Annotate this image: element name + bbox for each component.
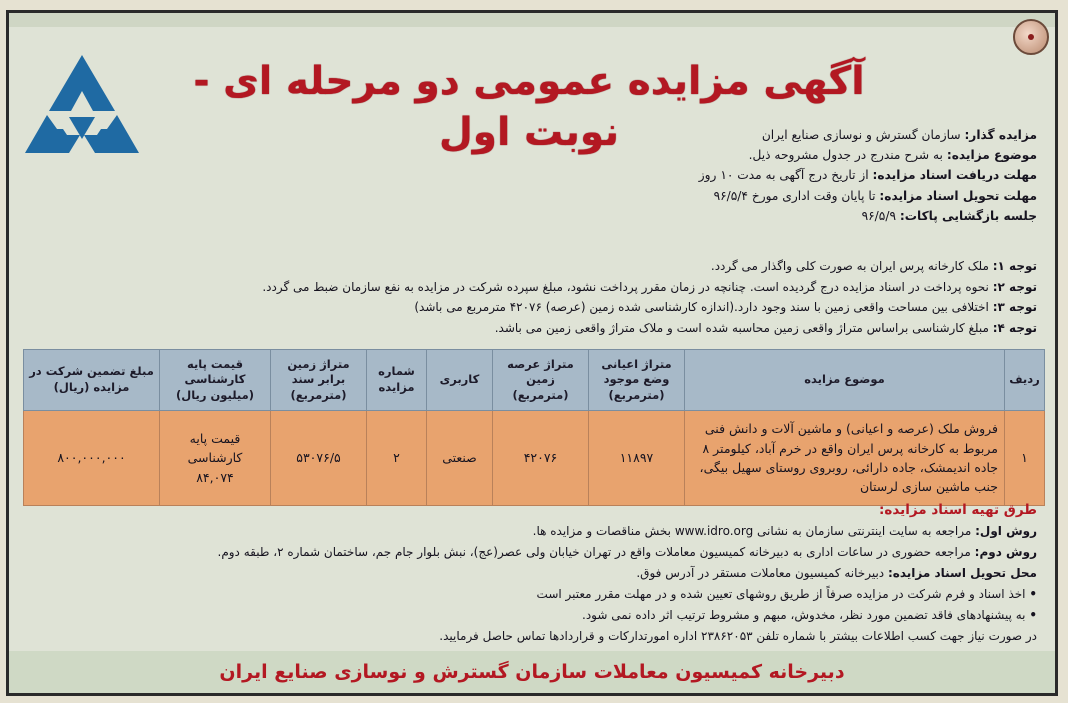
info-value: تا پایان وقت اداری مورخ ۹۶/۵/۴ bbox=[713, 188, 876, 203]
col-header-land-area: متراژ عرصه زمین (مترمربع) bbox=[493, 350, 589, 411]
pin-icon bbox=[1013, 19, 1049, 55]
notes bbox=[27, 256, 1037, 338]
auction-info bbox=[137, 125, 1037, 226]
cell-land-area: ۴۲۰۷۶ bbox=[493, 411, 589, 506]
col-header-building-area: متراژ اعیانی وضع موجود (مترمربع) bbox=[589, 350, 685, 411]
bullet-icon: • bbox=[1029, 587, 1037, 601]
contact-text: در صورت نیاز جهت کسب اطلاعات بیشتر با شماره تلفن ۲۳۸۶۲۰۵۳ اداره امورتدارکات و قراردادها تماس حاصل فرمایید. bbox=[439, 629, 1037, 643]
cell-index: ۱ bbox=[1005, 411, 1045, 506]
cell-deed-area: ۵۳۰۷۶/۵ bbox=[271, 411, 367, 506]
note-3 bbox=[27, 297, 1037, 318]
table-header-row bbox=[24, 350, 1045, 411]
col-header-usage: کاربری bbox=[427, 350, 493, 411]
bullet-2 bbox=[27, 605, 1037, 626]
info-value: از تاریخ درج آگهی به مدت ۱۰ روز bbox=[698, 168, 869, 183]
info-value: به شرح مندرج در جدول مشروحه ذیل. bbox=[748, 148, 943, 163]
col-header-index: ردیف bbox=[1005, 350, 1045, 411]
base-price-value: ۸۴,۰۷۴ bbox=[196, 469, 234, 485]
bullet-1 bbox=[27, 584, 1037, 605]
cell-usage: صنعتی bbox=[427, 411, 493, 506]
info-row-opening bbox=[137, 206, 1037, 226]
methods-heading: طرق تهیه اسناد مزایده: bbox=[879, 502, 1037, 518]
info-row-doc-delivery bbox=[137, 186, 1037, 206]
document-methods bbox=[27, 500, 1037, 647]
method-1 bbox=[27, 521, 1037, 542]
idro-logo bbox=[23, 53, 141, 159]
delivery-location bbox=[27, 563, 1037, 584]
bullet-icon: • bbox=[1029, 608, 1037, 622]
footer-signature: دبیرخانه کمیسیون معاملات سازمان گسترش و نوسازی صنایع ایران bbox=[9, 651, 1055, 693]
cell-building-area: ۱۱۸۹۷ bbox=[589, 411, 685, 506]
method-label: محل تحویل اسناد مزایده: bbox=[887, 566, 1037, 580]
info-label: جلسه بازگشایی پاکات: bbox=[899, 208, 1037, 223]
advertisement-frame bbox=[6, 10, 1058, 696]
method-label: روش اول: bbox=[975, 524, 1037, 538]
col-header-subject: موضوع مزایده bbox=[685, 350, 1005, 411]
bullet-text: به پیشنهادهای فاقد تضمین مورد نظر، مخدوش، مبهم و مشروط ترتیب اثر داده نمی شود. bbox=[582, 608, 1026, 622]
ad-title: آگهی مزایده عمومی دو مرحله ای - نوبت اول bbox=[193, 59, 865, 155]
note-text: نحوه پرداخت در اسناد مزایده درج گردیده است. چنانچه در زمان مقرر پرداخت نشود، مبلغ سپرده شرکت در مزایده به نفع سازمان ضبط می گردد. bbox=[262, 279, 989, 294]
col-header-deed-area: متراژ زمین برابر سند (مترمربع) bbox=[271, 350, 367, 411]
method-text: مراجعه به سایت اینترنتی سازمان به نشانی www.idro.org بخش مناقصات و مزایده ها. bbox=[532, 524, 972, 538]
col-header-base-price: قیمت پایه کارشناسی (میلیون ریال) bbox=[160, 350, 271, 411]
cell-subject: فروش ملک (عرصه و اعیانی) و ماشین آلات و دانش فنی مربوط به کارخانه پرس ایران واقع در خرم آباد، کیلومتر ۸ جاده اندیمشک، جاده دارائی، روبروی روستای سهیل بیگی، جنب ماشین سازی لرستان bbox=[685, 411, 1005, 506]
info-row-subject bbox=[137, 145, 1037, 165]
cell-auction-no: ۲ bbox=[367, 411, 427, 506]
base-price-label: قیمت پایه کارشناسی bbox=[187, 430, 243, 466]
note-label: توجه ۲: bbox=[992, 279, 1037, 294]
info-row-doc-receipt bbox=[137, 165, 1037, 185]
col-header-guarantee: مبلغ تضمین شرکت در مزایده (ریال) bbox=[24, 350, 160, 411]
note-text: ملک کارخانه پرس ایران به صورت کلی واگذار می گردد. bbox=[710, 259, 989, 273]
info-label: مهلت تحویل اسناد مزایده: bbox=[879, 188, 1037, 203]
info-value: ۹۶/۵/۹ bbox=[861, 208, 896, 223]
cell-guarantee: ۸۰۰,۰۰۰,۰۰۰ bbox=[24, 411, 160, 506]
method-2 bbox=[27, 542, 1037, 563]
note-1 bbox=[27, 256, 1037, 277]
note-text: اختلافی بین مساحت واقعی زمین با سند وجود دارد.(اندازه کارشناسی شده زمین (عرصه) ۴۲۰۷۶ مترمربع می باشد) bbox=[414, 300, 989, 314]
info-row-organizer bbox=[137, 125, 1037, 145]
note-4 bbox=[27, 318, 1037, 339]
note-2 bbox=[27, 277, 1037, 298]
note-label: توجه ۱: bbox=[992, 259, 1037, 273]
cell-base-price bbox=[160, 411, 271, 506]
col-header-auction-no: شماره مزایده bbox=[367, 350, 427, 411]
note-text: مبلغ کارشناسی براساس متراژ واقعی زمین محاسبه شده است و ملاک متراژ واقعی زمین می باشد. bbox=[494, 320, 989, 335]
info-label: مزایده گذار: bbox=[964, 128, 1037, 142]
table-row bbox=[24, 411, 1045, 506]
method-text: مراجعه حضوری در ساعات اداری به دبیرخانه کمیسیون معاملات واقع در تهران خیابان ولی عصر(عج)، نبش بلوار جام جم، ساختمان شماره ۲، طبقه دوم. bbox=[217, 545, 971, 559]
bullet-text: اخذ اسناد و فرم شرکت در مزایده صرفاً از طریق روشهای تعیین شده و در مهلت مقرر معتبر است bbox=[536, 587, 1026, 601]
method-text: دبیرخانه کمیسیون معاملات مستقر در آدرس فوق. bbox=[636, 566, 885, 580]
top-strip bbox=[9, 13, 1055, 27]
auction-table bbox=[23, 349, 1045, 506]
info-label: مهلت دریافت اسناد مزایده: bbox=[872, 168, 1037, 183]
info-value: سازمان گسترش و نوسازی صنایع ایران bbox=[761, 128, 961, 142]
contact-line bbox=[27, 626, 1037, 647]
note-label: توجه ۳: bbox=[992, 300, 1037, 314]
method-label: روش دوم: bbox=[974, 545, 1037, 559]
info-label: موضوع مزایده: bbox=[946, 148, 1037, 163]
note-label: توجه ۴: bbox=[992, 320, 1037, 335]
